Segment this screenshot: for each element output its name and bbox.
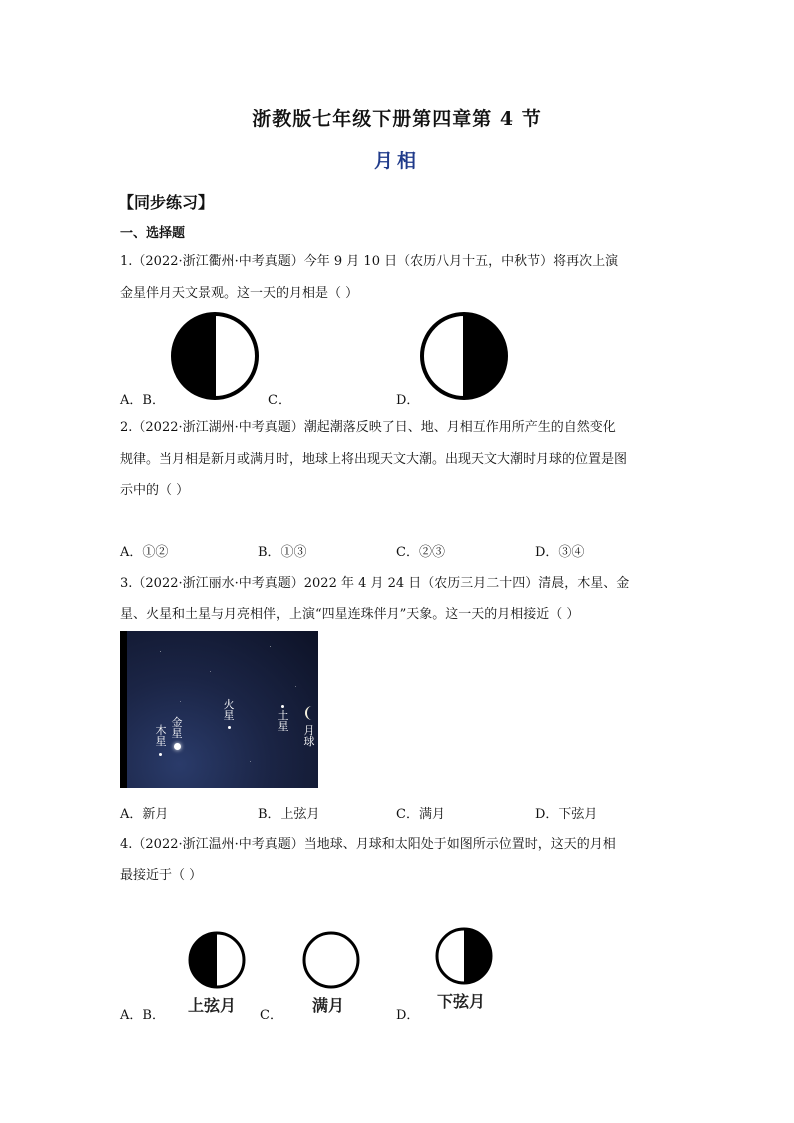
section-label: 【同步练习】 xyxy=(118,193,215,212)
q3-line-2: 星、火星和土星与月亮相伴，上演“四星连珠伴月”天象。这一天的月相接近（ ） xyxy=(120,607,580,622)
faint-star xyxy=(210,671,211,672)
q2-option-a[interactable]: A．①② xyxy=(120,545,169,560)
q4-option-ab[interactable]: A．B． xyxy=(120,1008,165,1023)
q2-line-2: 规律。当月相是新月或满月时，地球上将出现天文大潮。出现天文大潮时月球的位置是图 xyxy=(120,452,628,467)
q4-caption-last-quarter: 下弦月 xyxy=(437,992,486,1011)
jupiter-dot xyxy=(159,753,162,756)
part-heading: 一、选择题 xyxy=(120,226,186,241)
venus-label: 金星 xyxy=(171,716,183,740)
jupiter-label: 木星 xyxy=(155,724,167,748)
q4-first-quarter-moon-icon xyxy=(187,930,247,990)
mars-label: 火星 xyxy=(223,698,235,722)
q4-last-quarter-moon-icon xyxy=(434,926,494,986)
photo-dark-edge xyxy=(120,631,127,788)
q4-option-c[interactable]: C． xyxy=(260,1008,283,1023)
q3-option-d[interactable]: D．下弦月 xyxy=(535,807,598,822)
q1-line-2: 金星伴月天文景观。这一天的月相是（ ） xyxy=(120,286,359,301)
q1-moon-left-lit-icon xyxy=(419,311,509,401)
q2-option-c[interactable]: C．②③ xyxy=(396,545,445,560)
q2-line-1: 2.（2022·浙江湖州·中考真题）潮起潮落反映了日、地、月相互作用所产生的自然变化 xyxy=(120,420,616,435)
q4-caption-first-quarter: 上弦月 xyxy=(188,996,237,1015)
page-subtitle: 月相 xyxy=(373,150,420,172)
q2-option-d[interactable]: D．③④ xyxy=(535,545,585,560)
q4-caption-full-moon: 满月 xyxy=(312,996,345,1015)
crescent-moon-icon xyxy=(303,705,317,721)
faint-star xyxy=(180,701,181,702)
moon-label: 月球 xyxy=(303,724,315,748)
faint-star xyxy=(295,686,296,687)
q4-line-2: 最接近于（ ） xyxy=(120,868,203,883)
q1-moon-right-lit-icon xyxy=(170,311,260,401)
faint-star xyxy=(160,651,161,652)
q4-line-1: 4.（2022·浙江温州·中考真题）当地球、月球和太阳处于如图所示位置时，这天的月相 xyxy=(120,837,616,852)
q2-option-b[interactable]: B．①③ xyxy=(258,545,307,560)
faint-star xyxy=(270,646,271,647)
q4-option-d[interactable]: D． xyxy=(396,1008,420,1023)
q2-line-3: 示中的（ ） xyxy=(120,483,190,498)
venus-dot xyxy=(174,743,181,750)
q1-option-c[interactable]: C． xyxy=(268,393,291,408)
mars-dot xyxy=(228,726,231,729)
q4-full-moon-icon xyxy=(301,930,361,990)
q3-line-1: 3.（2022·浙江丽水·中考真题）2022 年 4 月 24 日（农历三月二十四）清晨，木星、金 xyxy=(120,576,630,591)
q1-option-d[interactable]: D． xyxy=(396,393,420,408)
saturn-dot xyxy=(281,705,284,708)
page-title: 浙教版七年级下册第四章第 4 节 xyxy=(252,108,542,130)
q3-option-a[interactable]: A．新月 xyxy=(120,807,169,822)
saturn-label: 土星 xyxy=(277,709,289,733)
night-sky-photo xyxy=(120,631,318,788)
q1-option-ab[interactable]: A．B． xyxy=(120,393,165,408)
q1-line-1: 1.（2022·浙江衢州·中考真题）今年 9 月 10 日（农历八月十五，中秋节）将再次上演 xyxy=(120,254,619,269)
q3-option-b[interactable]: B．上弦月 xyxy=(258,807,320,822)
q3-option-c[interactable]: C．满月 xyxy=(396,807,445,822)
faint-star xyxy=(250,761,251,762)
